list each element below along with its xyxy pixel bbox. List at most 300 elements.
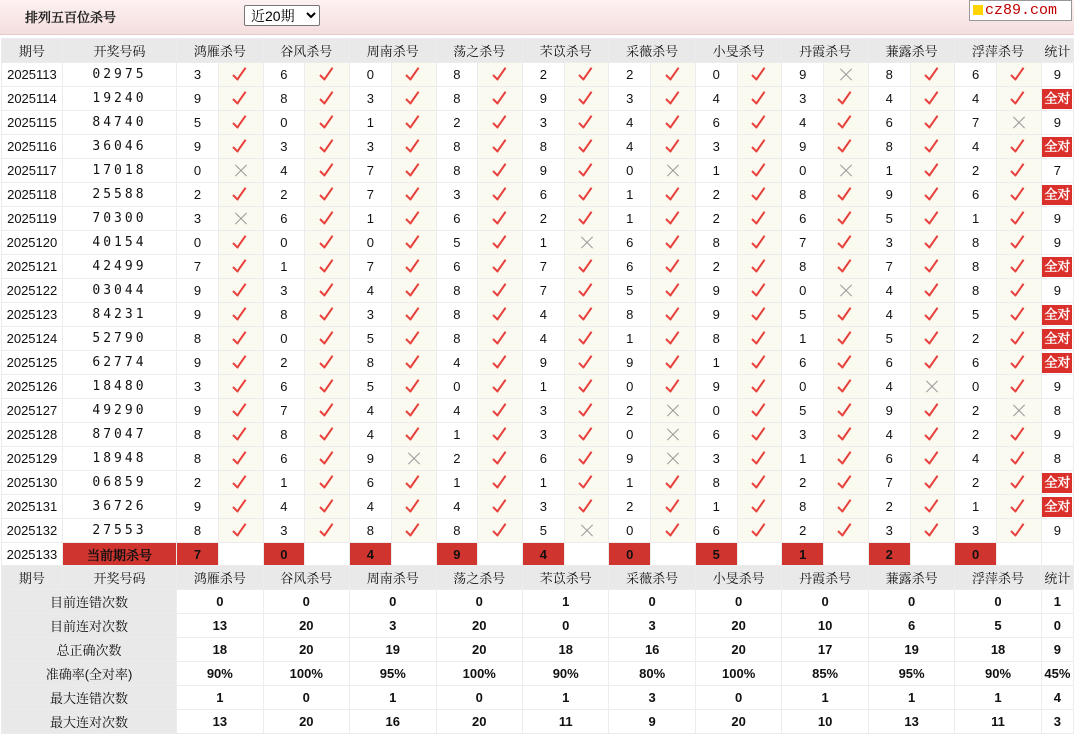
draw-number-cell: 84740: [62, 111, 176, 135]
check-mark-icon: [232, 236, 249, 250]
kill-number-cell: 5: [522, 519, 564, 543]
kill-number-cell: 5: [350, 327, 392, 351]
kill-number-cell: 2: [868, 495, 910, 519]
kill-number-cell: 3: [177, 63, 219, 87]
correct-count: 9: [1053, 283, 1061, 298]
check-mark-icon: [837, 380, 854, 394]
stat-cell: [1041, 399, 1073, 423]
summary-value: 10: [782, 710, 868, 734]
result-mark-cell: [564, 351, 609, 375]
check-mark-icon: [837, 500, 854, 514]
result-mark-cell: [391, 471, 436, 495]
summary-value: 18: [177, 638, 263, 662]
period-cell: 2025131: [2, 495, 63, 519]
summary-value: 6: [868, 614, 954, 638]
draw-number-cell: 06859: [62, 471, 176, 495]
check-mark-icon: [319, 404, 336, 418]
draw-number-cell: 25588: [62, 183, 176, 207]
check-mark-icon: [319, 236, 336, 250]
kill-number-cell: 6: [955, 351, 997, 375]
draw-number-cell: 49290: [62, 399, 176, 423]
kill-number-cell: 2: [609, 63, 651, 87]
check-mark-icon: [1010, 452, 1027, 466]
kill-number-cell: 6: [609, 255, 651, 279]
result-mark-cell: [737, 327, 782, 351]
kill-number-cell: 8: [695, 327, 737, 351]
current-kill-label: 当前期杀号: [62, 543, 176, 566]
check-mark-icon: [924, 140, 941, 154]
result-mark-cell: [478, 207, 523, 231]
stat-cell: [1041, 63, 1073, 87]
kill-number-cell: 1: [609, 327, 651, 351]
draw-row: [2, 303, 1074, 327]
kill-number-cell: 1: [609, 183, 651, 207]
result-mark-cell: [824, 135, 869, 159]
result-mark-cell: [218, 183, 263, 207]
kill-number-cell: 2: [522, 207, 564, 231]
kill-number-cell: 7: [868, 471, 910, 495]
summary-row: [2, 686, 1074, 710]
draw-number-cell: 70300: [62, 207, 176, 231]
correct-count: 8: [1053, 451, 1061, 466]
summary-value: 20: [436, 710, 522, 734]
result-mark-cell: [824, 231, 869, 255]
kill-number-cell: 0: [782, 159, 824, 183]
result-mark-cell: [218, 351, 263, 375]
period-range-select[interactable]: [244, 5, 320, 26]
kill-number-cell: 2: [782, 471, 824, 495]
result-mark-cell: [564, 423, 609, 447]
kill-number-cell: 1: [263, 255, 305, 279]
summary-value: 3: [350, 614, 436, 638]
draw-number-cell: 36726: [62, 495, 176, 519]
result-mark-cell: [997, 327, 1042, 351]
check-mark-icon: [492, 452, 509, 466]
top-bar: [0, 0, 1074, 35]
column-header: 荡之杀号: [436, 566, 522, 590]
summary-row: [2, 590, 1074, 614]
result-mark-cell: [305, 351, 350, 375]
draw-row: [2, 111, 1074, 135]
result-mark-cell: [218, 63, 263, 87]
result-mark-cell: [910, 351, 955, 375]
kill-number-cell: 8: [177, 423, 219, 447]
check-mark-icon: [405, 140, 422, 154]
result-mark-cell: [910, 327, 955, 351]
check-mark-icon: [319, 428, 336, 442]
result-mark-cell: [737, 207, 782, 231]
result-mark-cell: [824, 303, 869, 327]
result-mark-cell: [910, 63, 955, 87]
result-mark-cell: [651, 423, 696, 447]
check-mark-icon: [405, 68, 422, 82]
all-correct-badge: 全对: [1042, 497, 1072, 517]
result-mark-cell: [305, 519, 350, 543]
period-cell: 2025123: [2, 303, 63, 327]
result-mark-cell: [391, 375, 436, 399]
kill-number-cell: 9: [177, 87, 219, 111]
stat-cell: [1041, 351, 1073, 375]
kill-number-cell: 8: [522, 135, 564, 159]
current-kill-number: 7: [177, 543, 219, 566]
check-mark-icon: [665, 140, 682, 154]
result-mark-cell: [564, 471, 609, 495]
cross-mark-icon: [666, 452, 680, 466]
check-mark-icon: [232, 92, 249, 106]
result-mark-cell: [997, 519, 1042, 543]
draw-row: [2, 63, 1074, 87]
period-cell: 2025116: [2, 135, 63, 159]
check-mark-icon: [492, 404, 509, 418]
check-mark-icon: [665, 308, 682, 322]
period-cell: 2025118: [2, 183, 63, 207]
cross-mark-icon: [925, 380, 939, 394]
result-mark-cell: [391, 495, 436, 519]
check-mark-icon: [837, 188, 854, 202]
stat-cell: [1041, 327, 1073, 351]
check-mark-icon: [665, 524, 682, 538]
check-mark-icon: [751, 236, 768, 250]
check-mark-icon: [578, 380, 595, 394]
current-stat-blank: [1041, 543, 1073, 566]
result-mark-cell: [218, 255, 263, 279]
check-mark-icon: [405, 476, 422, 490]
kill-number-cell: 8: [263, 423, 305, 447]
kill-number-cell: 8: [436, 159, 478, 183]
column-header: 鸿雁杀号: [177, 566, 263, 590]
check-mark-icon: [232, 500, 249, 514]
summary-value: 20: [436, 638, 522, 662]
summary-value: 80%: [609, 662, 695, 686]
period-cell: 2025133: [2, 543, 63, 566]
check-mark-icon: [405, 524, 422, 538]
draw-number-cell: 42499: [62, 255, 176, 279]
kill-number-cell: 3: [695, 135, 737, 159]
kill-number-cell: 9: [782, 63, 824, 87]
check-mark-icon: [751, 212, 768, 226]
result-mark-cell: [478, 399, 523, 423]
result-mark-cell: [651, 135, 696, 159]
check-mark-icon: [492, 188, 509, 202]
check-mark-icon: [232, 140, 249, 154]
stat-cell: [1041, 447, 1073, 471]
kill-number-cell: 9: [868, 399, 910, 423]
cross-mark-icon: [666, 164, 680, 178]
kill-number-cell: 8: [177, 447, 219, 471]
check-mark-icon: [751, 524, 768, 538]
period-cell: 2025119: [2, 207, 63, 231]
kill-number-cell: 4: [868, 279, 910, 303]
kill-number-cell: 8: [350, 519, 392, 543]
result-mark-cell: [478, 351, 523, 375]
result-mark-cell: [478, 231, 523, 255]
column-header: 浮萍杀号: [955, 566, 1041, 590]
result-mark-cell: [997, 495, 1042, 519]
result-mark-cell: [737, 423, 782, 447]
check-mark-icon: [578, 452, 595, 466]
kill-number-cell: 3: [177, 375, 219, 399]
kill-number-cell: 7: [263, 399, 305, 423]
kill-number-cell: 6: [263, 447, 305, 471]
result-mark-cell: [478, 87, 523, 111]
kill-number-cell: 9: [177, 279, 219, 303]
check-mark-icon: [405, 260, 422, 274]
page-title: 排列五百位杀号: [25, 10, 117, 25]
result-mark-cell: [218, 399, 263, 423]
summary-value: 20: [263, 638, 349, 662]
summary-value: 100%: [695, 662, 781, 686]
check-mark-icon: [319, 284, 336, 298]
kill-number-cell: 6: [868, 447, 910, 471]
current-period-row: [2, 543, 1074, 566]
result-mark-cell: [651, 183, 696, 207]
kill-number-cell: 6: [263, 207, 305, 231]
result-mark-cell: [218, 303, 263, 327]
check-mark-icon: [751, 356, 768, 370]
kill-number-cell: 0: [263, 327, 305, 351]
check-mark-icon: [837, 140, 854, 154]
kill-number-cell: 0: [177, 231, 219, 255]
stat-cell: [1041, 495, 1073, 519]
check-mark-icon: [578, 284, 595, 298]
summary-value: 0: [609, 590, 695, 614]
draw-number-cell: 03044: [62, 279, 176, 303]
period-cell: 2025130: [2, 471, 63, 495]
column-header: 蒹露杀号: [868, 39, 954, 63]
kill-number-cell: 9: [522, 87, 564, 111]
correct-count: 9: [1053, 211, 1061, 226]
draw-number-cell: 84231: [62, 303, 176, 327]
result-mark-cell: [478, 63, 523, 87]
summary-total: 0: [1041, 614, 1073, 638]
result-mark-cell: [651, 231, 696, 255]
cross-mark-icon: [839, 284, 853, 298]
current-kill-number: 9: [436, 543, 478, 566]
kill-number-cell: 2: [436, 447, 478, 471]
check-mark-icon: [405, 404, 422, 418]
check-mark-icon: [837, 92, 854, 106]
column-header: 开奖号码: [62, 39, 176, 63]
kill-number-cell: 6: [436, 207, 478, 231]
kill-number-cell: 9: [350, 447, 392, 471]
summary-value: 11: [522, 710, 608, 734]
all-correct-badge: 全对: [1042, 329, 1072, 349]
correct-count: 9: [1053, 235, 1061, 250]
kill-number-cell: 4: [350, 399, 392, 423]
check-mark-icon: [232, 116, 249, 130]
correct-count: 8: [1053, 403, 1061, 418]
draw-row: [2, 519, 1074, 543]
kill-number-cell: 3: [522, 399, 564, 423]
draw-row: [2, 399, 1074, 423]
column-header: 统计: [1041, 566, 1073, 590]
draw-row: [2, 279, 1074, 303]
column-header: 丹霞杀号: [782, 39, 868, 63]
check-mark-icon: [1010, 308, 1027, 322]
check-mark-icon: [232, 332, 249, 346]
summary-value: 18: [955, 638, 1041, 662]
check-mark-icon: [405, 92, 422, 106]
result-mark-cell: [218, 495, 263, 519]
period-cell: 2025122: [2, 279, 63, 303]
draw-number-cell: 36046: [62, 135, 176, 159]
summary-value: 1: [868, 686, 954, 710]
check-mark-icon: [1010, 260, 1027, 274]
check-mark-icon: [578, 164, 595, 178]
result-mark-cell: [737, 255, 782, 279]
kill-number-cell: 7: [177, 255, 219, 279]
check-mark-icon: [492, 140, 509, 154]
check-mark-icon: [578, 188, 595, 202]
result-mark-cell: [305, 327, 350, 351]
result-mark-cell: [824, 447, 869, 471]
result-mark-cell: [910, 423, 955, 447]
check-mark-icon: [319, 68, 336, 82]
kill-number-cell: 5: [609, 279, 651, 303]
check-mark-icon: [492, 476, 509, 490]
period-cell: 2025121: [2, 255, 63, 279]
logo-square-icon: [973, 5, 983, 15]
result-mark-cell: [305, 279, 350, 303]
kill-number-cell: 0: [436, 375, 478, 399]
check-mark-icon: [405, 284, 422, 298]
check-mark-icon: [319, 164, 336, 178]
period-cell: 2025115: [2, 111, 63, 135]
all-correct-badge: 全对: [1042, 353, 1072, 373]
summary-value: 100%: [263, 662, 349, 686]
stat-cell: [1041, 87, 1073, 111]
check-mark-icon: [751, 284, 768, 298]
kill-number-cell: 0: [350, 231, 392, 255]
check-mark-icon: [837, 308, 854, 322]
kill-number-cell: 6: [263, 375, 305, 399]
check-mark-icon: [1010, 140, 1027, 154]
cross-mark-icon: [839, 68, 853, 82]
result-mark-cell: [564, 135, 609, 159]
summary-value: 0: [263, 590, 349, 614]
kill-number-cell: 2: [782, 519, 824, 543]
kill-number-cell: 6: [695, 111, 737, 135]
result-mark-cell: [737, 471, 782, 495]
kill-number-cell: 8: [782, 495, 824, 519]
result-mark-cell: [564, 111, 609, 135]
site-logo[interactable]: [969, 0, 1072, 21]
kill-number-cell: 1: [695, 495, 737, 519]
check-mark-icon: [232, 284, 249, 298]
kill-number-cell: 4: [436, 495, 478, 519]
column-header: 期号: [2, 566, 63, 590]
kill-number-cell: 2: [955, 471, 997, 495]
check-mark-icon: [405, 428, 422, 442]
result-mark-cell: [737, 159, 782, 183]
result-mark-cell: [824, 183, 869, 207]
summary-value: 13: [868, 710, 954, 734]
kill-number-cell: 1: [609, 471, 651, 495]
result-mark-cell: [218, 375, 263, 399]
result-mark-cell: [824, 255, 869, 279]
result-mark-cell: [218, 111, 263, 135]
check-mark-icon: [924, 308, 941, 322]
stat-cell: [1041, 159, 1073, 183]
result-mark-cell: [997, 279, 1042, 303]
result-mark-cell: [997, 423, 1042, 447]
summary-label: 准确率(全对率): [2, 662, 177, 686]
check-mark-icon: [232, 68, 249, 82]
result-mark-cell: [824, 495, 869, 519]
kill-number-cell: 3: [263, 135, 305, 159]
result-mark-cell: [737, 495, 782, 519]
result-mark-cell: [391, 159, 436, 183]
check-mark-icon: [1010, 68, 1027, 82]
kill-number-cell: 8: [868, 135, 910, 159]
summary-value: 1: [955, 686, 1041, 710]
stat-cell: [1041, 375, 1073, 399]
kill-number-cell: 3: [263, 279, 305, 303]
check-mark-icon: [665, 188, 682, 202]
result-mark-cell: [564, 159, 609, 183]
check-mark-icon: [319, 308, 336, 322]
kill-number-cell: 4: [263, 495, 305, 519]
check-mark-icon: [837, 476, 854, 490]
kill-number-cell: 8: [436, 135, 478, 159]
kill-number-cell: 8: [782, 183, 824, 207]
result-mark-cell: [391, 111, 436, 135]
check-mark-icon: [924, 404, 941, 418]
all-correct-badge: 全对: [1042, 185, 1072, 205]
kill-number-cell: 0: [782, 375, 824, 399]
kill-number-cell: 8: [177, 327, 219, 351]
check-mark-icon: [1010, 332, 1027, 346]
kill-number-cell: 9: [609, 447, 651, 471]
draw-number-cell: 02975: [62, 63, 176, 87]
result-mark-cell: [305, 231, 350, 255]
kill-number-cell: 5: [782, 399, 824, 423]
kill-number-cell: 4: [609, 111, 651, 135]
check-mark-icon: [924, 452, 941, 466]
result-mark-cell: [478, 423, 523, 447]
check-mark-icon: [924, 92, 941, 106]
result-mark-cell: [478, 375, 523, 399]
current-kill-blank: [997, 543, 1042, 566]
result-mark-cell: [910, 87, 955, 111]
kill-number-cell: 5: [177, 111, 219, 135]
draw-number-cell: 52790: [62, 327, 176, 351]
check-mark-icon: [665, 260, 682, 274]
kill-number-cell: 3: [868, 519, 910, 543]
result-mark-cell: [305, 63, 350, 87]
column-header: 谷风杀号: [263, 566, 349, 590]
draw-row: [2, 495, 1074, 519]
draw-row: [2, 351, 1074, 375]
period-cell: 2025113: [2, 63, 63, 87]
result-mark-cell: [391, 183, 436, 207]
kill-number-cell: 9: [695, 303, 737, 327]
check-mark-icon: [837, 260, 854, 274]
result-mark-cell: [651, 255, 696, 279]
kill-number-cell: 3: [350, 303, 392, 327]
check-mark-icon: [924, 116, 941, 130]
all-correct-badge: 全对: [1042, 305, 1072, 325]
summary-value: 11: [955, 710, 1041, 734]
result-mark-cell: [218, 471, 263, 495]
stat-cell: [1041, 471, 1073, 495]
result-mark-cell: [910, 135, 955, 159]
kill-number-cell: 3: [695, 447, 737, 471]
kill-number-cell: 3: [350, 87, 392, 111]
current-kill-number: 2: [868, 543, 910, 566]
check-mark-icon: [665, 236, 682, 250]
kill-number-cell: 4: [350, 495, 392, 519]
